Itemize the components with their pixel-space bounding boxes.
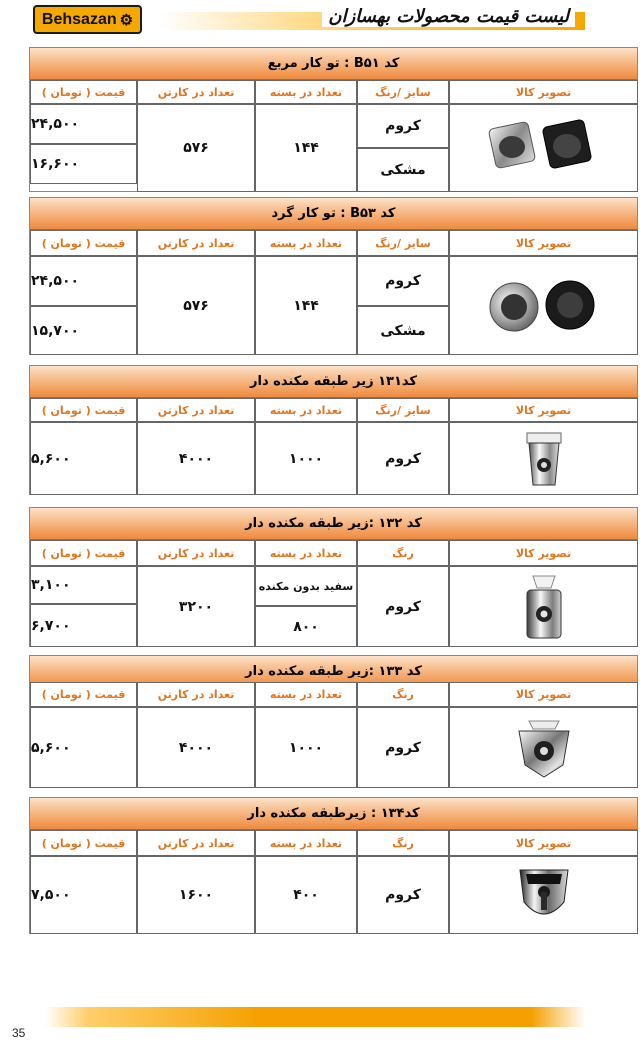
header-per-carton: تعداد در کارتن <box>137 682 255 707</box>
product-image-cell <box>449 256 638 355</box>
per-carton-cell: ۴۰۰۰ <box>137 422 255 495</box>
product-image-cell <box>449 566 638 647</box>
product-section-b51 <box>29 47 638 192</box>
header-price: قیمت ( تومان ) <box>30 830 137 856</box>
header-price: قیمت ( تومان ) <box>30 230 137 256</box>
page-number: 35 <box>12 1026 26 1040</box>
per-carton-cell: ۵۷۶ <box>137 104 255 192</box>
brand-logo <box>33 5 142 34</box>
price-cell: ۲۴,۵۰۰ <box>30 256 137 306</box>
per-carton-cell: ۳۲۰۰ <box>137 566 255 647</box>
section-title: کد B۵۳ : تو کار گرد <box>30 198 637 230</box>
header-price: قیمت ( تومان ) <box>30 540 137 566</box>
gear-icon: ⚙ <box>119 11 134 29</box>
section-title: کد ۱۳۳ :زیر طبقه مکنده دار <box>30 656 637 688</box>
color-cell: مشکی <box>357 148 449 192</box>
color-cell: کروم <box>357 707 449 788</box>
per-pack-cell: سفید بدون مکنده <box>255 566 357 606</box>
brand-name: Behsazan <box>41 10 117 28</box>
product-image-cell <box>449 707 638 788</box>
price-cell: ۷,۵۰۰ <box>30 856 137 934</box>
per-pack-cell: ۱۰۰۰ <box>255 707 357 788</box>
price-cell: ۱۵,۷۰۰ <box>30 306 137 355</box>
shelf-support-132-image <box>519 572 569 642</box>
price-cell: ۲۴,۵۰۰ <box>30 104 137 144</box>
section-title: کد۱۳۴ : زیرطبقه مکنده دار <box>30 798 637 830</box>
color-cell: کروم <box>357 104 449 148</box>
color-cell: مشکی <box>357 306 449 355</box>
header-per-carton: تعداد در کارتن <box>137 398 255 422</box>
shelf-support-131-image <box>519 429 569 489</box>
header-per-pack: تعداد در بسته <box>255 830 357 856</box>
per-carton-cell: ۴۰۰۰ <box>137 707 255 788</box>
page-title: لیست قیمت محصولات بهسازان <box>322 6 575 27</box>
header-per-carton: تعداد در کارتن <box>137 540 255 566</box>
header-per-pack: تعداد در بسته <box>255 540 357 566</box>
per-pack-cell: ۱۴۴ <box>255 104 357 192</box>
per-pack-cell: ۱۰۰۰ <box>255 422 357 495</box>
footer-bar <box>45 1007 585 1027</box>
header-per-carton: تعداد در کارتن <box>137 80 255 104</box>
header-size-color: سایز /رنگ <box>357 230 449 256</box>
product-image-cell <box>449 104 638 192</box>
per-carton-cell: ۵۷۶ <box>137 256 255 355</box>
header-color: رنگ <box>357 830 449 856</box>
header-per-carton: تعداد در کارتن <box>137 830 255 856</box>
header-per-pack: تعداد در بسته <box>255 682 357 707</box>
section-title: کد B۵۱ : تو کار مربع <box>30 48 637 80</box>
color-cell: کروم <box>357 422 449 495</box>
header-image: تصویر کالا <box>449 230 638 256</box>
per-carton-cell: ۱۶۰۰ <box>137 856 255 934</box>
section-title: کد۱۳۱ زیر طبقه مکنده دار <box>30 366 637 398</box>
color-cell: کروم <box>357 566 449 647</box>
product-section-132 <box>29 507 638 647</box>
per-pack-cell: ۸۰۰ <box>255 606 357 647</box>
per-pack-cell: ۴۰۰ <box>255 856 357 934</box>
header-size-color: سایز /رنگ <box>357 398 449 422</box>
price-cell: ۱۶,۶۰۰ <box>30 144 137 184</box>
header-price: قیمت ( تومان ) <box>30 398 137 422</box>
header-price: قیمت ( تومان ) <box>30 682 137 707</box>
price-cell: ۵,۶۰۰ <box>30 707 137 788</box>
header-color: رنگ <box>357 682 449 707</box>
per-pack-cell: ۱۴۴ <box>255 256 357 355</box>
header-per-carton: تعداد در کارتن <box>137 230 255 256</box>
header-image: تصویر کالا <box>449 540 638 566</box>
header-size-color: سایز /رنگ <box>357 80 449 104</box>
shelf-support-133-image <box>509 715 579 781</box>
price-cell: ۵,۶۰۰ <box>30 422 137 495</box>
color-cell: کروم <box>357 256 449 306</box>
section-title: کد ۱۳۲ :زیر طبقه مکنده دار <box>30 508 637 540</box>
color-cell: کروم <box>357 856 449 934</box>
product-section-b53 <box>29 197 638 355</box>
header-image: تصویر کالا <box>449 398 638 422</box>
price-cell: ۶,۷۰۰ <box>30 604 137 647</box>
product-section-131 <box>29 365 638 495</box>
shelf-support-134-image <box>516 862 572 928</box>
product-image-cell <box>449 422 638 495</box>
product-section-133 <box>29 655 638 788</box>
header-per-pack: تعداد در بسته <box>255 398 357 422</box>
price-cell: ۳,۱۰۰ <box>30 566 137 604</box>
header-image: تصویر کالا <box>449 830 638 856</box>
header-color: رنگ <box>357 540 449 566</box>
header-per-pack: تعداد در بسته <box>255 80 357 104</box>
product-image-cell <box>449 856 638 934</box>
header-image: تصویر کالا <box>449 682 638 707</box>
product-section-134 <box>29 797 638 934</box>
round-recessed-handle-image <box>484 271 604 341</box>
header-image: تصویر کالا <box>449 80 638 104</box>
header-per-pack: تعداد در بسته <box>255 230 357 256</box>
header-price: قیمت ( تومان ) <box>30 80 137 104</box>
square-recessed-handle-image <box>484 113 604 183</box>
